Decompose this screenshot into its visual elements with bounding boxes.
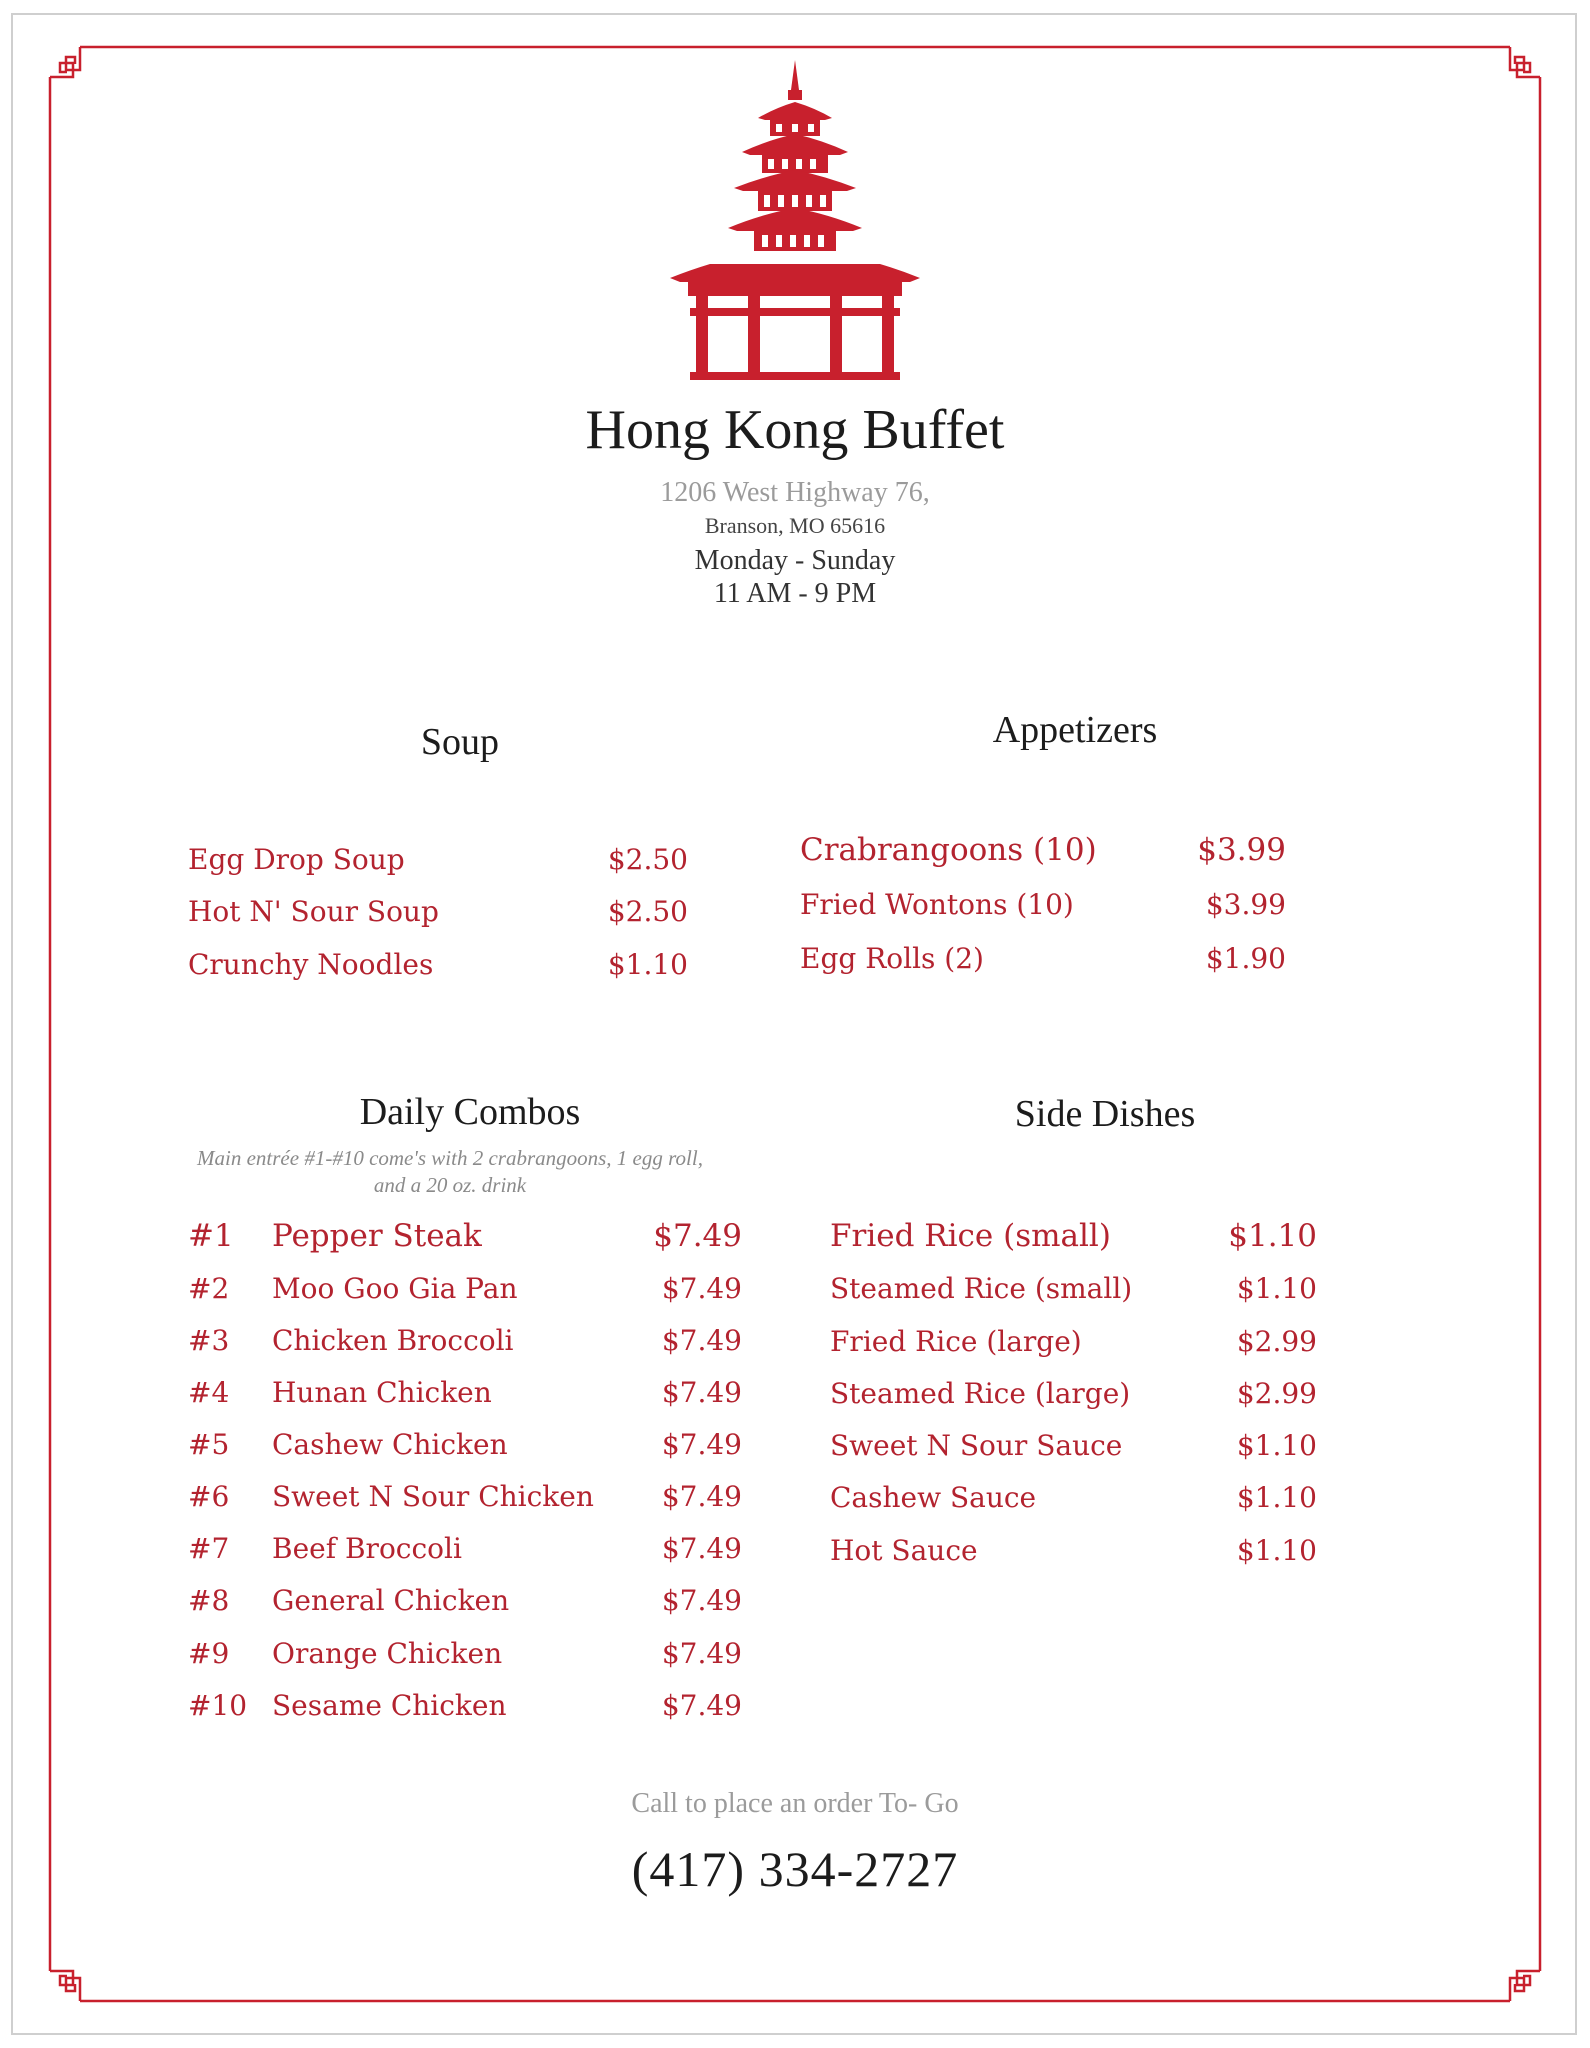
- combo-number: #3: [188, 1324, 230, 1357]
- appetizer-item-price: $1.90: [1205, 942, 1286, 975]
- appetizer-item-name: Fried Wontons (10): [800, 888, 1074, 921]
- combo-number: #4: [188, 1376, 230, 1409]
- combo-number: #7: [188, 1532, 230, 1565]
- combo-price: $7.49: [653, 1218, 742, 1254]
- soup-item-price: $1.10: [607, 948, 688, 981]
- soup-heading: Soup: [420, 721, 500, 763]
- combo-number: #8: [188, 1584, 230, 1617]
- opening-hours: 11 AM - 9 PM: [713, 578, 877, 609]
- pagoda-icon: [670, 60, 920, 380]
- address-line-1: 1206 West Highway 76,: [660, 477, 930, 508]
- soup-item-name: Egg Drop Soup: [188, 843, 405, 876]
- side-item-name: Hot Sauce: [830, 1534, 978, 1567]
- combo-price: $7.49: [661, 1532, 742, 1565]
- combo-name: Moo Goo Gia Pan: [272, 1272, 518, 1305]
- side-item-price: $1.10: [1236, 1272, 1317, 1305]
- side-item-name: Cashew Sauce: [830, 1481, 1037, 1514]
- soup-item-price: $2.50: [607, 843, 688, 876]
- sides-heading: Side Dishes: [1014, 1093, 1196, 1135]
- combo-price: $7.49: [661, 1637, 742, 1670]
- side-item-price: $1.10: [1236, 1534, 1317, 1567]
- side-item-name: Steamed Rice (large): [830, 1377, 1131, 1410]
- combos-note-line-1: Main entrée #1-#10 come's with 2 crabrangoons, 1 egg roll,: [197, 1146, 703, 1170]
- side-item-price: $2.99: [1236, 1325, 1317, 1358]
- side-item-name: Fried Rice (small): [830, 1218, 1111, 1254]
- order-call-to-action: Call to place an order To- Go: [631, 1788, 959, 1819]
- combo-name: Chicken Broccoli: [272, 1324, 514, 1357]
- side-item-price: $2.99: [1236, 1377, 1317, 1410]
- appetizer-item-name: Egg Rolls (2): [800, 942, 984, 975]
- combo-price: $7.49: [661, 1376, 742, 1409]
- side-item-price: $1.10: [1236, 1429, 1317, 1462]
- combo-price: $7.49: [661, 1689, 742, 1722]
- combo-name: Beef Broccoli: [272, 1532, 462, 1565]
- appetizer-item-name: Crabrangoons (10): [800, 832, 1097, 868]
- combo-number: #1: [188, 1218, 234, 1254]
- side-item-name: Steamed Rice (small): [830, 1272, 1133, 1305]
- appetizer-item-price: $3.99: [1205, 888, 1286, 921]
- combo-name: Orange Chicken: [272, 1637, 503, 1670]
- opening-days: Monday - Sunday: [694, 545, 896, 576]
- phone-number[interactable]: (417) 334-2727: [631, 1841, 959, 1897]
- combos-note-line-2: and a 20 oz. drink: [373, 1173, 527, 1197]
- combo-name: Pepper Steak: [272, 1218, 482, 1254]
- combo-name: Sweet N Sour Chicken: [272, 1480, 594, 1513]
- combo-number: #6: [188, 1480, 230, 1513]
- combo-price: $7.49: [661, 1272, 742, 1305]
- soup-item-name: Crunchy Noodles: [188, 948, 434, 981]
- side-item-price: $1.10: [1228, 1218, 1317, 1254]
- combo-number: #9: [188, 1637, 230, 1670]
- appetizers-heading: Appetizers: [992, 709, 1158, 751]
- soup-item-price: $2.50: [607, 895, 688, 928]
- side-item-price: $1.10: [1236, 1481, 1317, 1514]
- combo-name: Cashew Chicken: [272, 1428, 508, 1461]
- soup-item-name: Hot N' Sour Soup: [188, 895, 439, 928]
- combo-number: #2: [188, 1272, 230, 1305]
- side-item-name: Sweet N Sour Sauce: [830, 1429, 1123, 1462]
- restaurant-name: Hong Kong Buffet: [585, 399, 1005, 461]
- combo-name: Hunan Chicken: [272, 1376, 492, 1409]
- combo-price: $7.49: [661, 1428, 742, 1461]
- combo-name: Sesame Chicken: [272, 1689, 507, 1722]
- appetizer-item-price: $3.99: [1197, 832, 1286, 868]
- combo-price: $7.49: [661, 1584, 742, 1617]
- combos-heading: Daily Combos: [359, 1091, 581, 1133]
- combo-number: #5: [188, 1428, 230, 1461]
- side-item-name: Fried Rice (large): [830, 1325, 1082, 1358]
- combo-number: #10: [188, 1689, 248, 1722]
- combo-price: $7.49: [661, 1324, 742, 1357]
- address-line-2: Branson, MO 65616: [704, 513, 886, 538]
- combo-name: General Chicken: [272, 1584, 510, 1617]
- combo-price: $7.49: [661, 1480, 742, 1513]
